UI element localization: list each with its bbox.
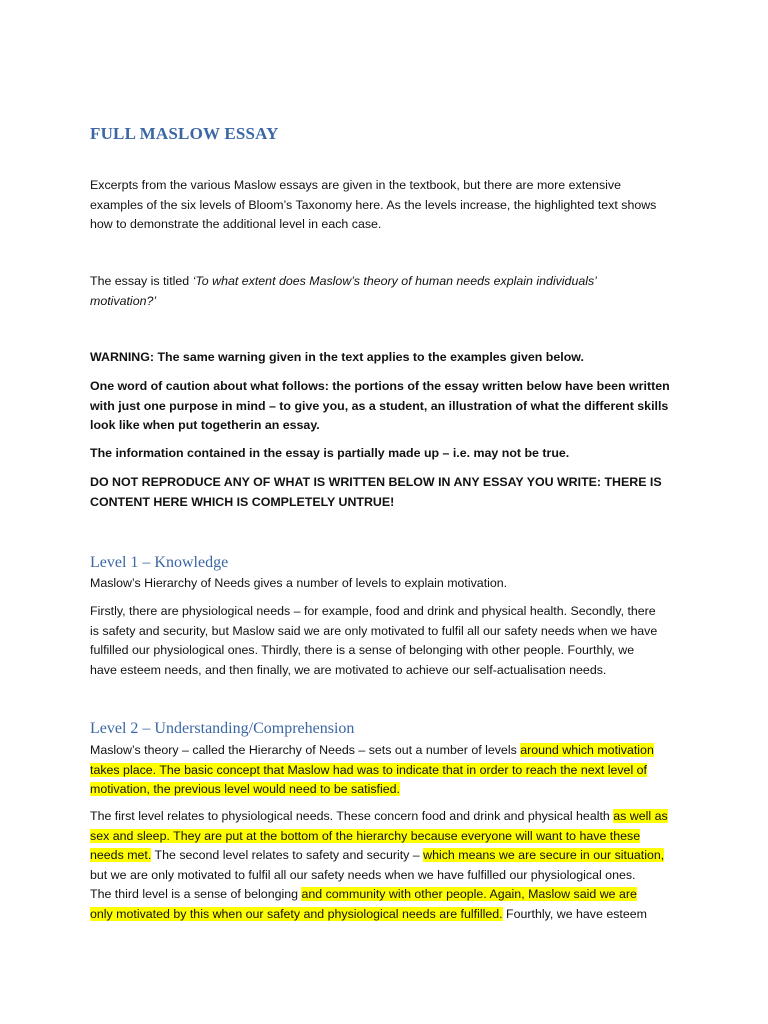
essay-title-prefix: The essay is titled — [90, 274, 193, 288]
level2-text: Maslow’s theory – called the Hierarchy of Needs – sets out a number of levels — [90, 743, 521, 757]
essay-title-paragraph — [90, 272, 690, 311]
highlighted-text: and community with other people. Again, Maslow said we are — [301, 887, 637, 901]
level2-text: The second level relates to safety and security – — [151, 848, 424, 862]
level2-text: Fourthly, we have esteem — [502, 906, 647, 921]
donot-line: CONTENT HERE WHICH IS COMPLETELY UNTRUE! — [90, 494, 395, 509]
highlighted-text: around which motivation — [520, 743, 654, 757]
level2-text: The third level is a sense of belonging — [90, 887, 302, 901]
highlighted-text: which means we are secure in our situation, — [423, 848, 665, 862]
intro-line: Excerpts from the various Maslow essays are given in the textbook, but there are more extensive — [90, 178, 621, 192]
level1-line: fulfilled our physiological ones. Thirdly, there is a sense of belonging with other people. Fourthly, we — [90, 643, 635, 657]
level2-heading: Level 2 – Understanding/Comprehension — [90, 720, 355, 737]
level2-text: The first level relates to physiological needs. These concern food and drink and physical health — [90, 809, 614, 823]
donot-paragraph — [90, 473, 690, 512]
highlighted-text: as well as — [613, 809, 668, 823]
page-title: FULL MASLOW ESSAY — [90, 124, 279, 143]
level1-line: Firstly, there are physiological needs – for example, food and drink and physical health. Secondly, there — [90, 604, 656, 618]
intro-line: examples of the six levels of Bloom’s Taxonomy here. As the levels increase, the highlighted text shows — [90, 197, 657, 212]
caution-line: with just one purpose in mind – to give you, as a student, an illustration of what the different skills — [90, 398, 669, 413]
level1-line: have esteem needs, and then finally, we are motivated to achieve our self-actualisation needs. — [90, 662, 607, 677]
highlighted-text: motivation, the previous level would need to be satisfied. — [90, 782, 400, 796]
level1-line: is safety and security, but Maslow said we are only motivated to fulfil all our safety needs when we have — [90, 623, 658, 638]
highlighted-text: only motivated by this when our safety and physiological needs are fulfilled. — [90, 906, 503, 921]
caution-paragraph — [90, 377, 690, 436]
highlighted-text: sex and sleep. They are put at the bottom of the hierarchy because everyone will want to have these — [90, 828, 641, 843]
highlighted-text: needs met. — [90, 848, 152, 862]
intro-paragraph — [90, 176, 690, 235]
level2-paragraph-2 — [90, 807, 690, 924]
info-paragraph: The information contained in the essay is partially made up – i.e. may not be true. — [90, 446, 570, 460]
level2-text: but we are only motivated to fulfil all our safety needs when we have fulfilled our physiological ones. — [90, 867, 636, 882]
level1-heading: Level 1 – Knowledge — [90, 554, 229, 571]
level1-paragraph-2 — [90, 602, 690, 680]
donot-line: DO NOT REPRODUCE ANY OF WHAT IS WRITTEN BELOW IN ANY ESSAY YOU WRITE: THERE IS — [90, 475, 662, 489]
essay-title-question: ‘To what extent does Maslow’s theory of human needs explain individuals’ — [192, 274, 597, 288]
level1-paragraph-1: Maslow’s Hierarchy of Needs gives a number of levels to explain motivation. — [90, 576, 508, 590]
essay-title-question-end: motivation?’ — [90, 293, 157, 308]
warning-paragraph: WARNING: The same warning given in the text applies to the examples given below. — [90, 350, 584, 364]
highlighted-text: takes place. The basic concept that Maslow had was to indicate that in order to reach the next level of — [90, 762, 647, 777]
intro-line: how to demonstrate the additional level in each case. — [90, 217, 382, 231]
caution-line: look like when put togetherin an essay. — [90, 418, 320, 432]
level2-paragraph-1 — [90, 741, 690, 800]
caution-line: One word of caution about what follows: the portions of the essay written below have been written — [90, 379, 670, 393]
